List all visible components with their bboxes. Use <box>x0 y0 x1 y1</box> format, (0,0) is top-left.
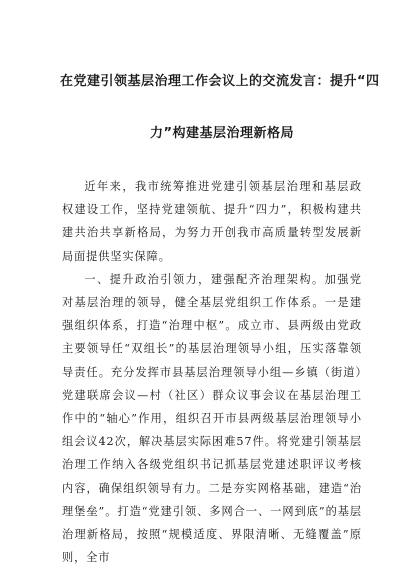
paragraph-section-1: 一、提升政治引领力，建强配齐治理架构。加强党对基层治理的领导，健全基层党组织工作体系。一是建强组织体系，打造“治理中枢”。成立市、县两级由党政主要领导任“双组长”的基层治理领导小组，压实落靠领导责任。充分发挥市县基层治理领导小组—乡镇（街道）党建联席会议—村（社区）群众议事会议在基层治理工作中的“轴心”作用，组织召开市县两级基层治理领导小组会议42次，解决基层实际困难57件。将党建引领基层治理工作纳入各级党组织书记抓基层党建述职评议考核内容，确保组织领导有力。二是夯实网格基础，建造“治理堡垒”。打造“党建引领、多网合一、一网到底”的基层治理新格局，按照“规模适度、界限清晰、无缝覆盖”原则，全市 <box>62 272 362 565</box>
paragraph-intro: 近年来，我市统筹推进党建引领基层治理和基层政权建设工作，坚持党建领航、提升“四力”，积极构建共建共治共享新格局，为努力开创我市高质量转型发展新局面提供坚实保障。 <box>62 180 362 263</box>
document-title-line-2: 力”构建基层治理新格局 <box>150 126 295 141</box>
document-body <box>62 175 362 569</box>
document-title-line-1: 在党建引领基层治理工作会议上的交流发言：提升“四 <box>60 74 380 89</box>
